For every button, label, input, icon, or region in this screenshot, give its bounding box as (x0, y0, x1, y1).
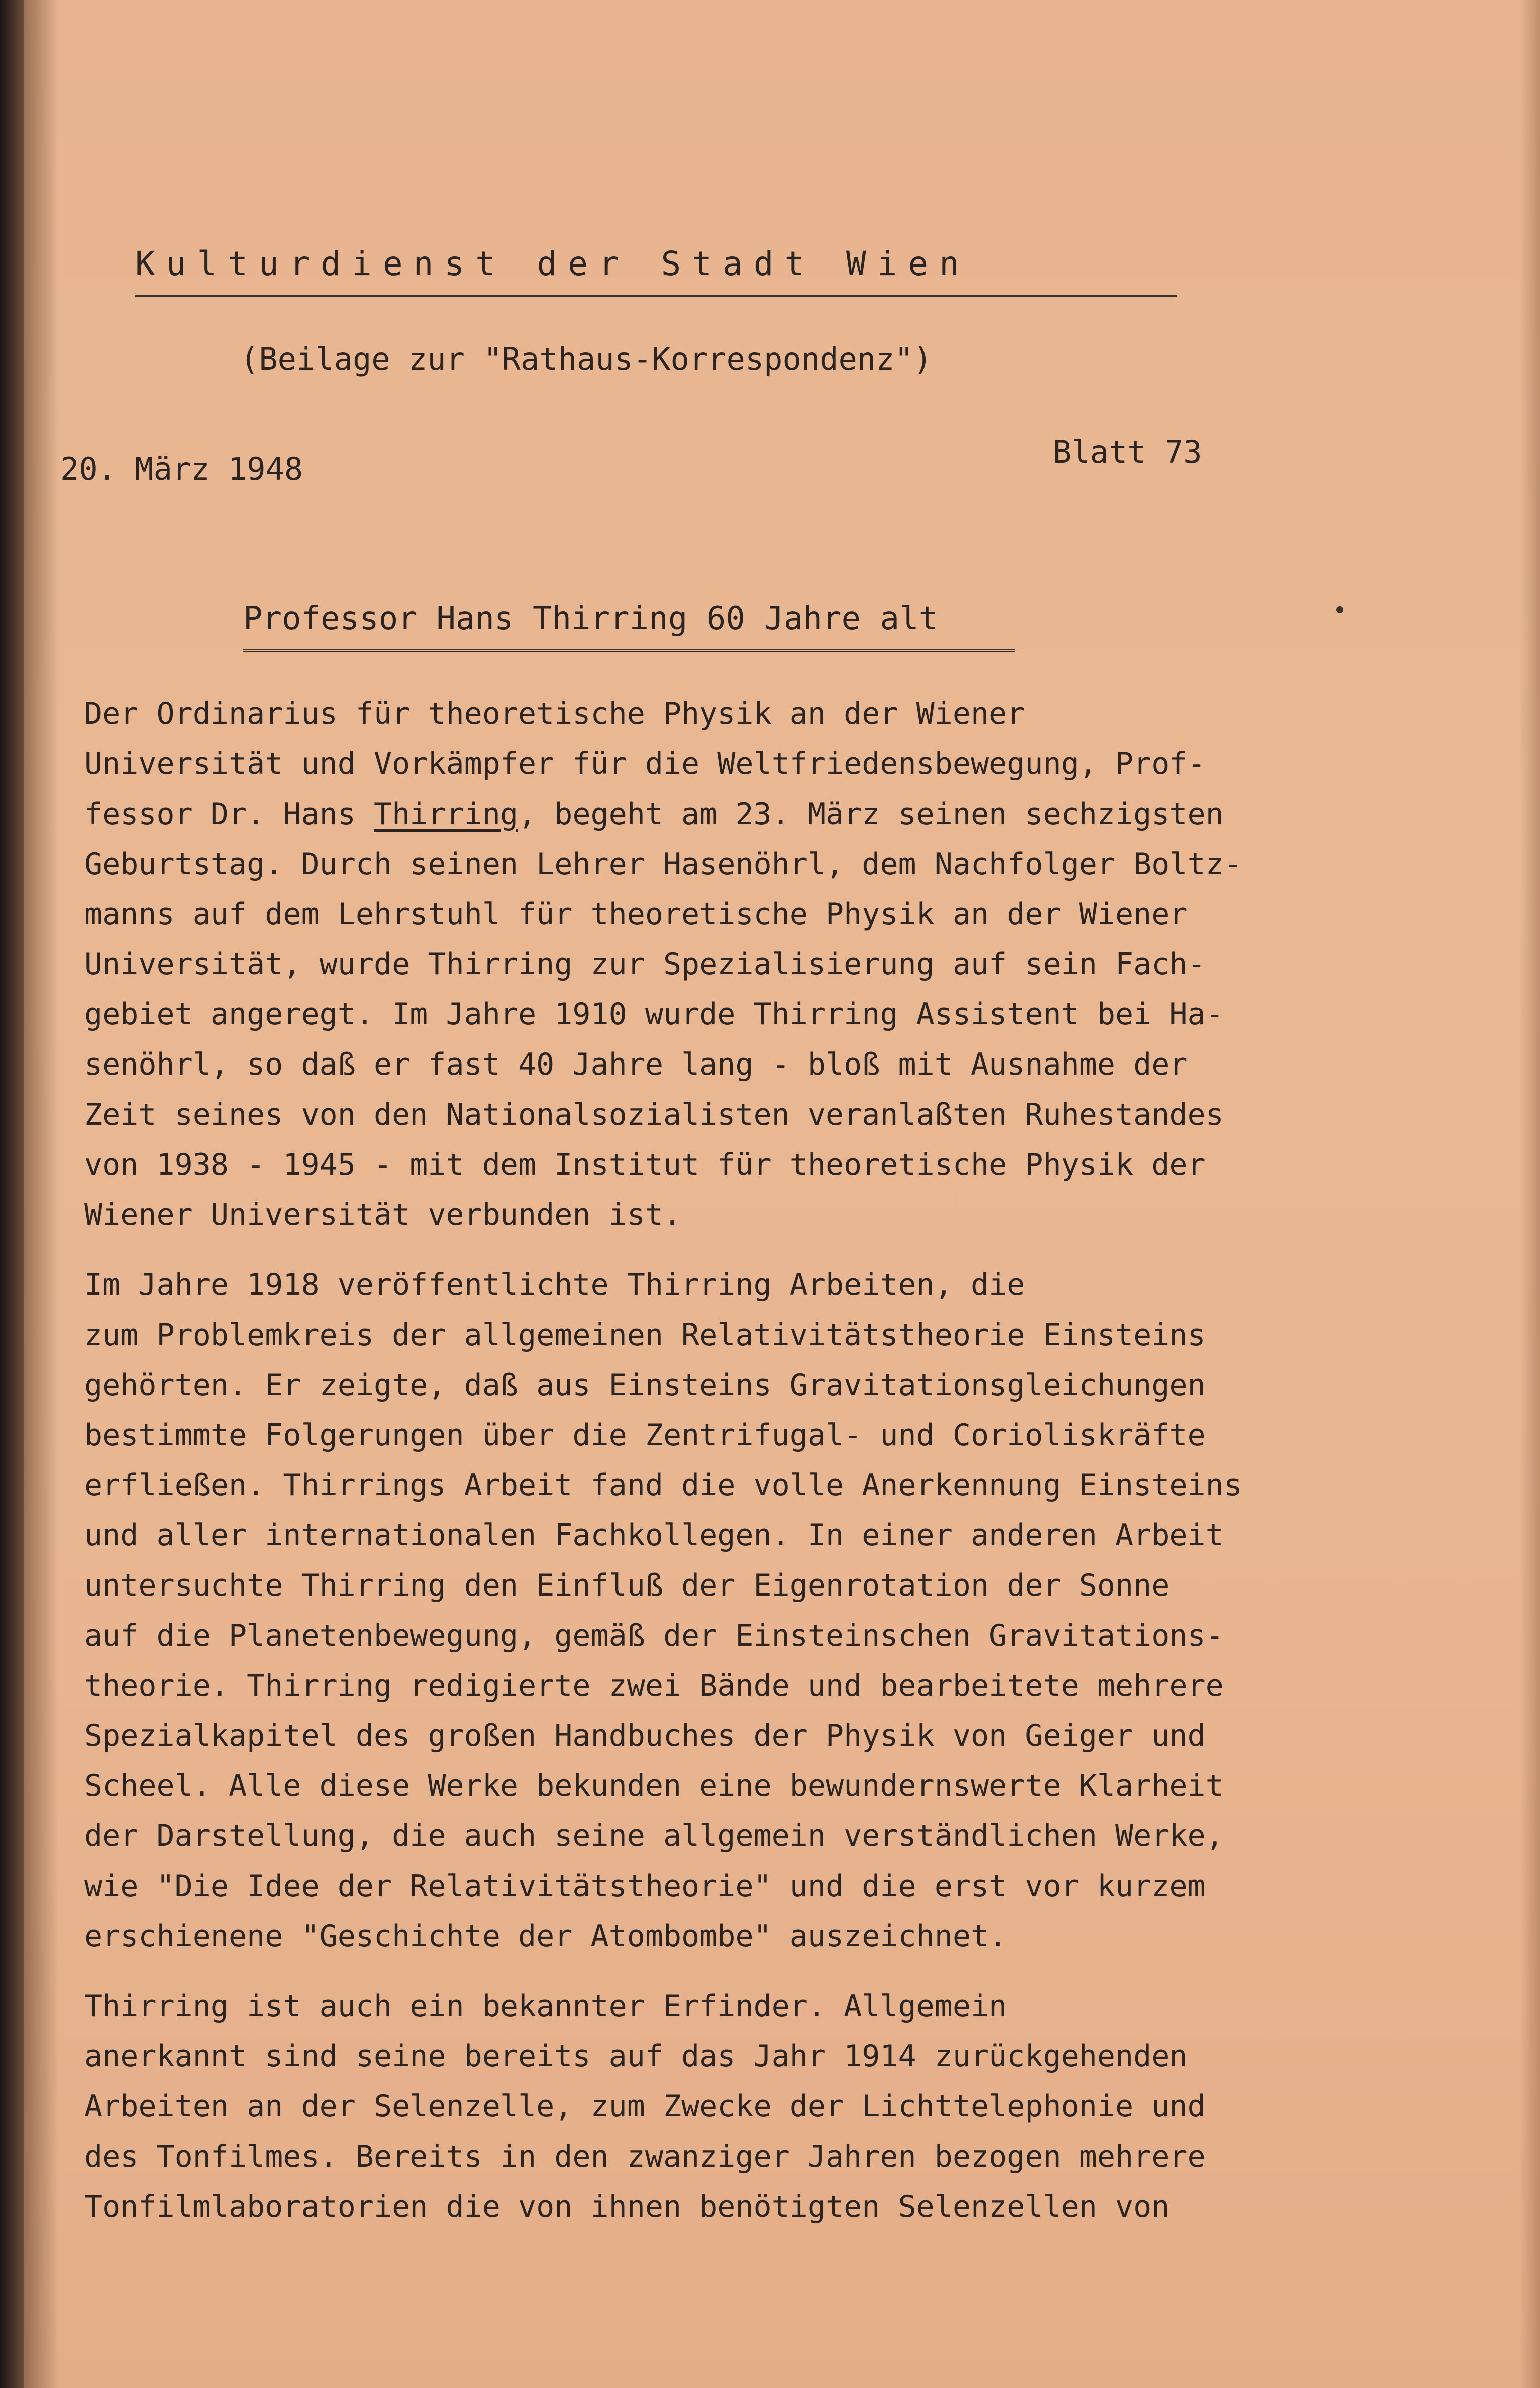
body-line: von 1938 - 1945 - mit dem Institut für theoretische Physik der (84, 1147, 1206, 1182)
document-page (24, 0, 1540, 2388)
body-line: erfließen. Thirrings Arbeit fand die volle Anerkennung Einsteins (84, 1468, 1242, 1503)
book-spine (0, 0, 24, 2388)
body-line: bestimmte Folgerungen über die Zentrifugal- und Corioliskräfte (84, 1418, 1206, 1453)
body-line: auf die Planetenbewegung, gemäß der Einsteinschen Gravitations- (84, 1618, 1224, 1653)
body-line: Arbeiten an der Selenzelle, zum Zwecke der Lichttelephonie und (84, 2089, 1206, 2124)
body-line: manns auf dem Lehrstuhl für theoretische Physik an der Wiener (84, 897, 1188, 932)
body-line: und aller internationalen Fachkollegen. In einer anderen Arbeit (84, 1518, 1224, 1553)
body-line: Universität, wurde Thirring zur Spezialisierung auf sein Fach- (84, 947, 1206, 982)
body-line: Thirring ist auch ein bekannter Erfinder. Allgemein (84, 1989, 1007, 2024)
document-date: 20. März 1948 (60, 451, 303, 487)
body-line: Universität und Vorkämpfer für die Weltfriedensbewegung, Prof- (84, 746, 1206, 781)
body-line: der Darstellung, die auch seine allgemein verständlichen Werke, (84, 1818, 1224, 1853)
article-title: Professor Hans Thirring 60 Jahre alt (243, 600, 939, 637)
body-line: wie "Die Idee der Relativitätstheorie" und die erst vor kurzem (84, 1869, 1206, 1904)
page-edge-shadow (1520, 0, 1540, 2388)
body-line: Tonfilmlaboratorien die von ihnen benötigten Selenzellen von (84, 2189, 1170, 2224)
body-line: anerkannt sind seine bereits auf das Jahr 1914 zurückgehenden (84, 2039, 1188, 2074)
body-line: Im Jahre 1918 veröffentlichte Thirring Arbeiten, die (84, 1267, 1025, 1302)
body-line: Wiener Universität verbunden ist. (84, 1197, 682, 1232)
body-line: zum Problemkreis der allgemeinen Relativitätstheorie Einsteins (84, 1317, 1206, 1353)
body-line: Spezialkapitel des großen Handbuches der Physik von Geiger und (84, 1718, 1206, 1753)
header-subtitle: (Beilage zur "Rathaus-Korrespondenz") (240, 341, 933, 377)
body-line: untersuchte Thirring den Einfluß der Eigenrotation der Sonne (84, 1568, 1170, 1603)
body-line: gebiet angeregt. Im Jahre 1910 wurde Thirring Assistent bei Ha- (84, 997, 1224, 1032)
body-line: Der Ordinarius für theoretische Physik an der Wiener (84, 696, 1025, 731)
body-line: Scheel. Alle diese Werke bekunden eine bewundernswerte Klarheit (84, 1768, 1224, 1803)
page-gutter-shadow (24, 0, 59, 2388)
body-line: senöhrl, so daß er fast 40 Jahre lang - bloß mit Ausnahme der (84, 1047, 1188, 1082)
body-line: fessor Dr. Hans Thirring, begeht am 23. März seinen sechzigsten (84, 797, 1224, 832)
body-line: des Tonfilmes. Bereits in den zwanziger Jahren bezogen mehrere (84, 2139, 1206, 2174)
header-title: Kulturdienst der Stadt Wien (135, 244, 970, 283)
body-line: Zeit seines von den Nationalsozialisten veranlaßten Ruhestandes (84, 1097, 1224, 1132)
sheet-number: Blatt 73 (1053, 434, 1202, 470)
title-double-rule (243, 649, 1015, 655)
body-line: gehörten. Er zeigte, daß aus Einsteins Gravitationsgleichungen (84, 1368, 1206, 1403)
margin-dot (1336, 606, 1343, 613)
header-double-rule (135, 295, 1177, 300)
body-line: theorie. Thirring redigierte zwei Bände und bearbeitete mehrere (84, 1668, 1224, 1703)
body-line: erschienene "Geschichte der Atombombe" auszeichnet. (84, 1919, 1007, 1954)
underlined-name: Thirring (373, 797, 518, 832)
body-line: Geburtstag. Durch seinen Lehrer Hasenöhrl, dem Nachfolger Boltz- (84, 847, 1242, 882)
